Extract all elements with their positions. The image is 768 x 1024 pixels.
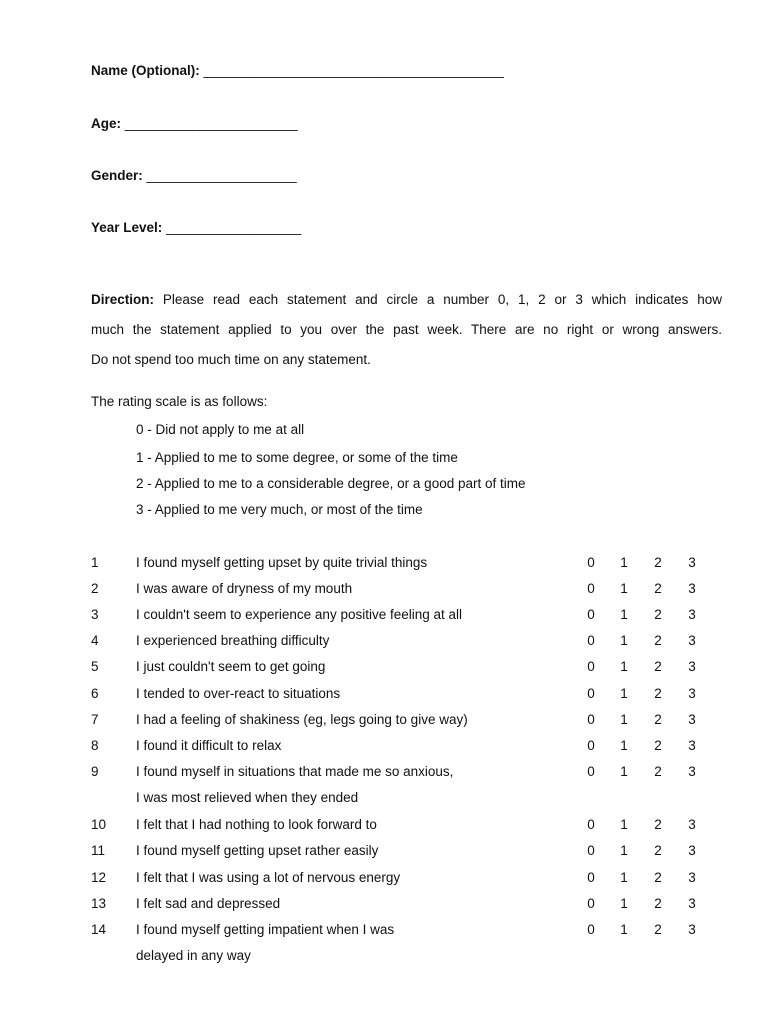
rating-option-3[interactable]: 3 bbox=[688, 764, 696, 779]
question-row bbox=[0, 738, 768, 758]
rating-option-0[interactable]: 0 bbox=[587, 555, 595, 570]
question-text: I was aware of dryness of my mouth bbox=[136, 581, 353, 596]
direction-text-1: Please read each statement and circle a number 0, 1, 2 or 3 which indicates how bbox=[162, 292, 722, 307]
rating-option-1[interactable]: 1 bbox=[620, 633, 628, 648]
question-text: I felt that I was using a lot of nervous energy bbox=[136, 870, 401, 885]
direction-label: Direction: bbox=[91, 292, 155, 307]
rating-option-2[interactable]: 2 bbox=[654, 817, 662, 832]
question-row bbox=[0, 633, 768, 653]
rating-option-0[interactable]: 0 bbox=[587, 817, 595, 832]
rating-option-1[interactable]: 1 bbox=[620, 712, 628, 727]
age-field[interactable] bbox=[91, 116, 297, 131]
question-row bbox=[0, 581, 768, 601]
rating-option-2[interactable]: 2 bbox=[654, 712, 662, 727]
rating-option-0[interactable]: 0 bbox=[587, 843, 595, 858]
question-text-continued: delayed in any way bbox=[136, 948, 251, 963]
question-text: I found myself getting impatient when I was bbox=[136, 922, 395, 937]
question-number: 3 bbox=[91, 607, 99, 622]
question-row bbox=[0, 817, 768, 837]
question-text: I felt sad and depressed bbox=[136, 896, 281, 911]
rating-scale-item: 1 - Applied to me to some degree, or some of the time bbox=[136, 450, 458, 465]
question-number: 7 bbox=[91, 712, 99, 727]
rating-option-3[interactable]: 3 bbox=[688, 581, 696, 596]
rating-scale-item: 2 - Applied to me to a considerable degree, or a good part of time bbox=[136, 476, 526, 491]
rating-option-1[interactable]: 1 bbox=[620, 817, 628, 832]
rating-option-3[interactable]: 3 bbox=[688, 843, 696, 858]
question-row bbox=[0, 607, 768, 627]
rating-scale-item: 3 - Applied to me very much, or most of the time bbox=[136, 502, 423, 517]
question-number: 12 bbox=[91, 870, 107, 885]
rating-option-1[interactable]: 1 bbox=[620, 555, 628, 570]
question-text: I experienced breathing difficulty bbox=[136, 633, 330, 648]
gender-field[interactable] bbox=[91, 168, 297, 183]
age-label: Age: bbox=[91, 116, 121, 131]
question-row bbox=[0, 896, 768, 916]
rating-option-0[interactable]: 0 bbox=[587, 633, 595, 648]
question-number: 2 bbox=[91, 581, 99, 596]
question-text-continued: I was most relieved when they ended bbox=[136, 790, 359, 805]
rating-option-0[interactable]: 0 bbox=[587, 686, 595, 701]
rating-scale-item: 0 - Did not apply to me at all bbox=[136, 422, 305, 437]
question-number: 5 bbox=[91, 659, 99, 674]
year-level-blank[interactable]: __________________ bbox=[166, 220, 302, 235]
rating-option-2[interactable]: 2 bbox=[654, 633, 662, 648]
question-number: 14 bbox=[91, 922, 107, 937]
year-level-field[interactable] bbox=[91, 220, 301, 235]
rating-option-2[interactable]: 2 bbox=[654, 870, 662, 885]
question-text: I had a feeling of shakiness (eg, legs going to give way) bbox=[136, 712, 468, 727]
rating-option-1[interactable]: 1 bbox=[620, 659, 628, 674]
question-text: I tended to over-react to situations bbox=[136, 686, 341, 701]
rating-option-1[interactable]: 1 bbox=[620, 922, 628, 937]
rating-option-0[interactable]: 0 bbox=[587, 896, 595, 911]
name-blank[interactable]: ________________________________________ bbox=[203, 63, 504, 78]
rating-option-1[interactable]: 1 bbox=[620, 607, 628, 622]
rating-option-3[interactable]: 3 bbox=[688, 738, 696, 753]
direction-line-2: much the statement applied to you over the past week. There are no right or wrong answers. bbox=[91, 322, 722, 337]
question-number: 13 bbox=[91, 896, 107, 911]
rating-option-2[interactable]: 2 bbox=[654, 896, 662, 911]
age-blank[interactable]: _______________________ bbox=[124, 116, 298, 131]
direction-line-1 bbox=[91, 292, 722, 307]
question-number: 6 bbox=[91, 686, 99, 701]
question-number: 4 bbox=[91, 633, 99, 648]
rating-option-0[interactable]: 0 bbox=[587, 607, 595, 622]
gender-label: Gender: bbox=[91, 168, 143, 183]
question-row bbox=[0, 712, 768, 732]
rating-option-0[interactable]: 0 bbox=[587, 659, 595, 674]
rating-option-2[interactable]: 2 bbox=[654, 738, 662, 753]
rating-option-2[interactable]: 2 bbox=[654, 581, 662, 596]
question-text: I couldn't seem to experience any positive feeling at all bbox=[136, 607, 463, 622]
rating-option-3[interactable]: 3 bbox=[688, 712, 696, 727]
rating-option-2[interactable]: 2 bbox=[654, 659, 662, 674]
rating-option-2[interactable]: 2 bbox=[654, 686, 662, 701]
year-level-label: Year Level: bbox=[91, 220, 163, 235]
rating-option-1[interactable]: 1 bbox=[620, 686, 628, 701]
rating-option-3[interactable]: 3 bbox=[688, 607, 696, 622]
rating-option-2[interactable]: 2 bbox=[654, 607, 662, 622]
question-text: I just couldn't seem to get going bbox=[136, 659, 326, 674]
rating-option-3[interactable]: 3 bbox=[688, 896, 696, 911]
rating-option-1[interactable]: 1 bbox=[620, 764, 628, 779]
question-text: I found myself getting upset by quite trivial things bbox=[136, 555, 428, 570]
rating-option-1[interactable]: 1 bbox=[620, 870, 628, 885]
question-text: I found myself in situations that made me so anxious, bbox=[136, 764, 454, 779]
question-row bbox=[0, 659, 768, 679]
rating-option-3[interactable]: 3 bbox=[688, 555, 696, 570]
question-row bbox=[0, 922, 768, 963]
rating-option-0[interactable]: 0 bbox=[587, 581, 595, 596]
question-number: 11 bbox=[91, 843, 106, 858]
question-number: 10 bbox=[91, 817, 107, 832]
rating-option-3[interactable]: 3 bbox=[688, 633, 696, 648]
direction-line-3: Do not spend too much time on any statement. bbox=[91, 352, 371, 367]
question-row bbox=[0, 555, 768, 575]
question-text: I found it difficult to relax bbox=[136, 738, 282, 753]
rating-option-3[interactable]: 3 bbox=[688, 922, 696, 937]
question-number: 8 bbox=[91, 738, 99, 753]
question-row bbox=[0, 764, 768, 805]
rating-option-3[interactable]: 3 bbox=[688, 686, 696, 701]
gender-blank[interactable]: ____________________ bbox=[146, 168, 297, 183]
rating-option-1[interactable]: 1 bbox=[620, 896, 628, 911]
question-number: 1 bbox=[91, 555, 99, 570]
rating-option-1[interactable]: 1 bbox=[620, 843, 628, 858]
name-field[interactable] bbox=[91, 63, 504, 78]
rating-option-0[interactable]: 0 bbox=[587, 870, 595, 885]
rating-option-3[interactable]: 3 bbox=[688, 870, 696, 885]
question-row bbox=[0, 686, 768, 706]
question-row bbox=[0, 843, 768, 863]
rating-option-1[interactable]: 1 bbox=[620, 581, 628, 596]
rating-option-2[interactable]: 2 bbox=[654, 764, 662, 779]
question-number: 9 bbox=[91, 764, 99, 779]
rating-option-3[interactable]: 3 bbox=[688, 817, 696, 832]
rating-option-2[interactable]: 2 bbox=[654, 843, 662, 858]
rating-option-0[interactable]: 0 bbox=[587, 764, 595, 779]
rating-option-0[interactable]: 0 bbox=[587, 922, 595, 937]
rating-option-2[interactable]: 2 bbox=[654, 555, 662, 570]
question-row bbox=[0, 870, 768, 890]
question-text: I found myself getting upset rather easily bbox=[136, 843, 379, 858]
rating-scale-intro: The rating scale is as follows: bbox=[91, 394, 268, 409]
rating-option-3[interactable]: 3 bbox=[688, 659, 696, 674]
rating-option-2[interactable]: 2 bbox=[654, 922, 662, 937]
name-label: Name (Optional): bbox=[91, 63, 200, 78]
question-text: I felt that I had nothing to look forward to bbox=[136, 817, 377, 832]
rating-option-0[interactable]: 0 bbox=[587, 738, 595, 753]
rating-option-1[interactable]: 1 bbox=[620, 738, 628, 753]
rating-option-0[interactable]: 0 bbox=[587, 712, 595, 727]
